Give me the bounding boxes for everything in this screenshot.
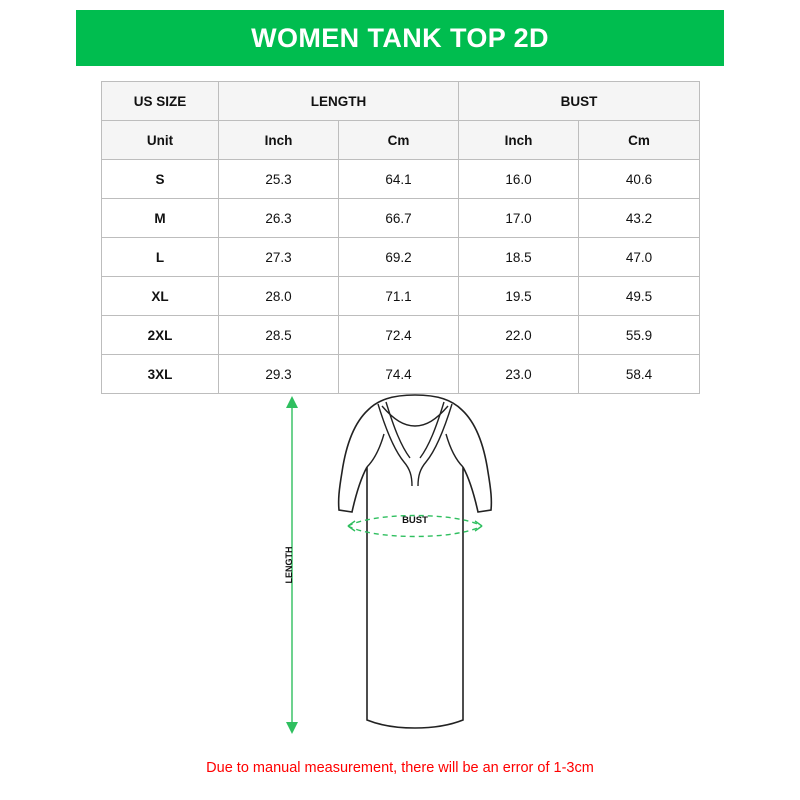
cell-length-inch: 27.3: [219, 238, 339, 277]
column-header-length: LENGTH: [219, 82, 459, 121]
column-header-length-cm: Cm: [339, 121, 459, 160]
cell-bust-inch: 22.0: [459, 316, 579, 355]
cell-length-cm: 71.1: [339, 277, 459, 316]
cell-size: L: [102, 238, 219, 277]
cell-bust-inch: 23.0: [459, 355, 579, 394]
table-header-row-2: [102, 121, 700, 160]
cell-length-inch: 26.3: [219, 199, 339, 238]
cell-size: M: [102, 199, 219, 238]
cell-length-inch: 29.3: [219, 355, 339, 394]
cell-bust-cm: 43.2: [579, 199, 700, 238]
bust-label: BUST: [402, 515, 428, 526]
table-row: [102, 277, 700, 316]
cell-bust-cm: 47.0: [579, 238, 700, 277]
column-header-bust-inch: Inch: [459, 121, 579, 160]
cell-bust-inch: 18.5: [459, 238, 579, 277]
cell-length-cm: 72.4: [339, 316, 459, 355]
cell-length-cm: 74.4: [339, 355, 459, 394]
cell-size: 3XL: [102, 355, 219, 394]
column-header-bust-cm: Cm: [579, 121, 700, 160]
column-header-unit: Unit: [102, 121, 219, 160]
table-row: [102, 238, 700, 277]
table-header-row-1: [102, 82, 700, 121]
column-header-bust: BUST: [459, 82, 700, 121]
cell-bust-cm: 55.9: [579, 316, 700, 355]
cell-bust-cm: 58.4: [579, 355, 700, 394]
cell-bust-cm: 49.5: [579, 277, 700, 316]
cell-bust-inch: 16.0: [459, 160, 579, 199]
cell-size: 2XL: [102, 316, 219, 355]
garment-illustration: [270, 390, 560, 740]
table-row: [102, 160, 700, 199]
measurement-disclaimer: Due to manual measurement, there will be an error of 1-3cm: [206, 760, 594, 776]
column-header-length-inch: Inch: [219, 121, 339, 160]
cell-length-inch: 25.3: [219, 160, 339, 199]
page-title: WOMEN TANK TOP 2D: [251, 22, 549, 53]
cell-length-cm: 66.7: [339, 199, 459, 238]
cell-size: XL: [102, 277, 219, 316]
table-row: [102, 316, 700, 355]
column-header-us-size: US SIZE: [102, 82, 219, 121]
cell-bust-inch: 19.5: [459, 277, 579, 316]
cell-length-inch: 28.5: [219, 316, 339, 355]
cell-length-cm: 69.2: [339, 238, 459, 277]
table-row: [102, 355, 700, 394]
cell-size: S: [102, 160, 219, 199]
cell-length-inch: 28.0: [219, 277, 339, 316]
table-row: [102, 199, 700, 238]
header-banner: [76, 10, 724, 66]
length-label: LENGTH: [284, 546, 294, 584]
cell-bust-inch: 17.0: [459, 199, 579, 238]
cell-bust-cm: 40.6: [579, 160, 700, 199]
cell-length-cm: 64.1: [339, 160, 459, 199]
size-chart-table: [101, 81, 700, 394]
tank-top-outline: [339, 395, 492, 728]
